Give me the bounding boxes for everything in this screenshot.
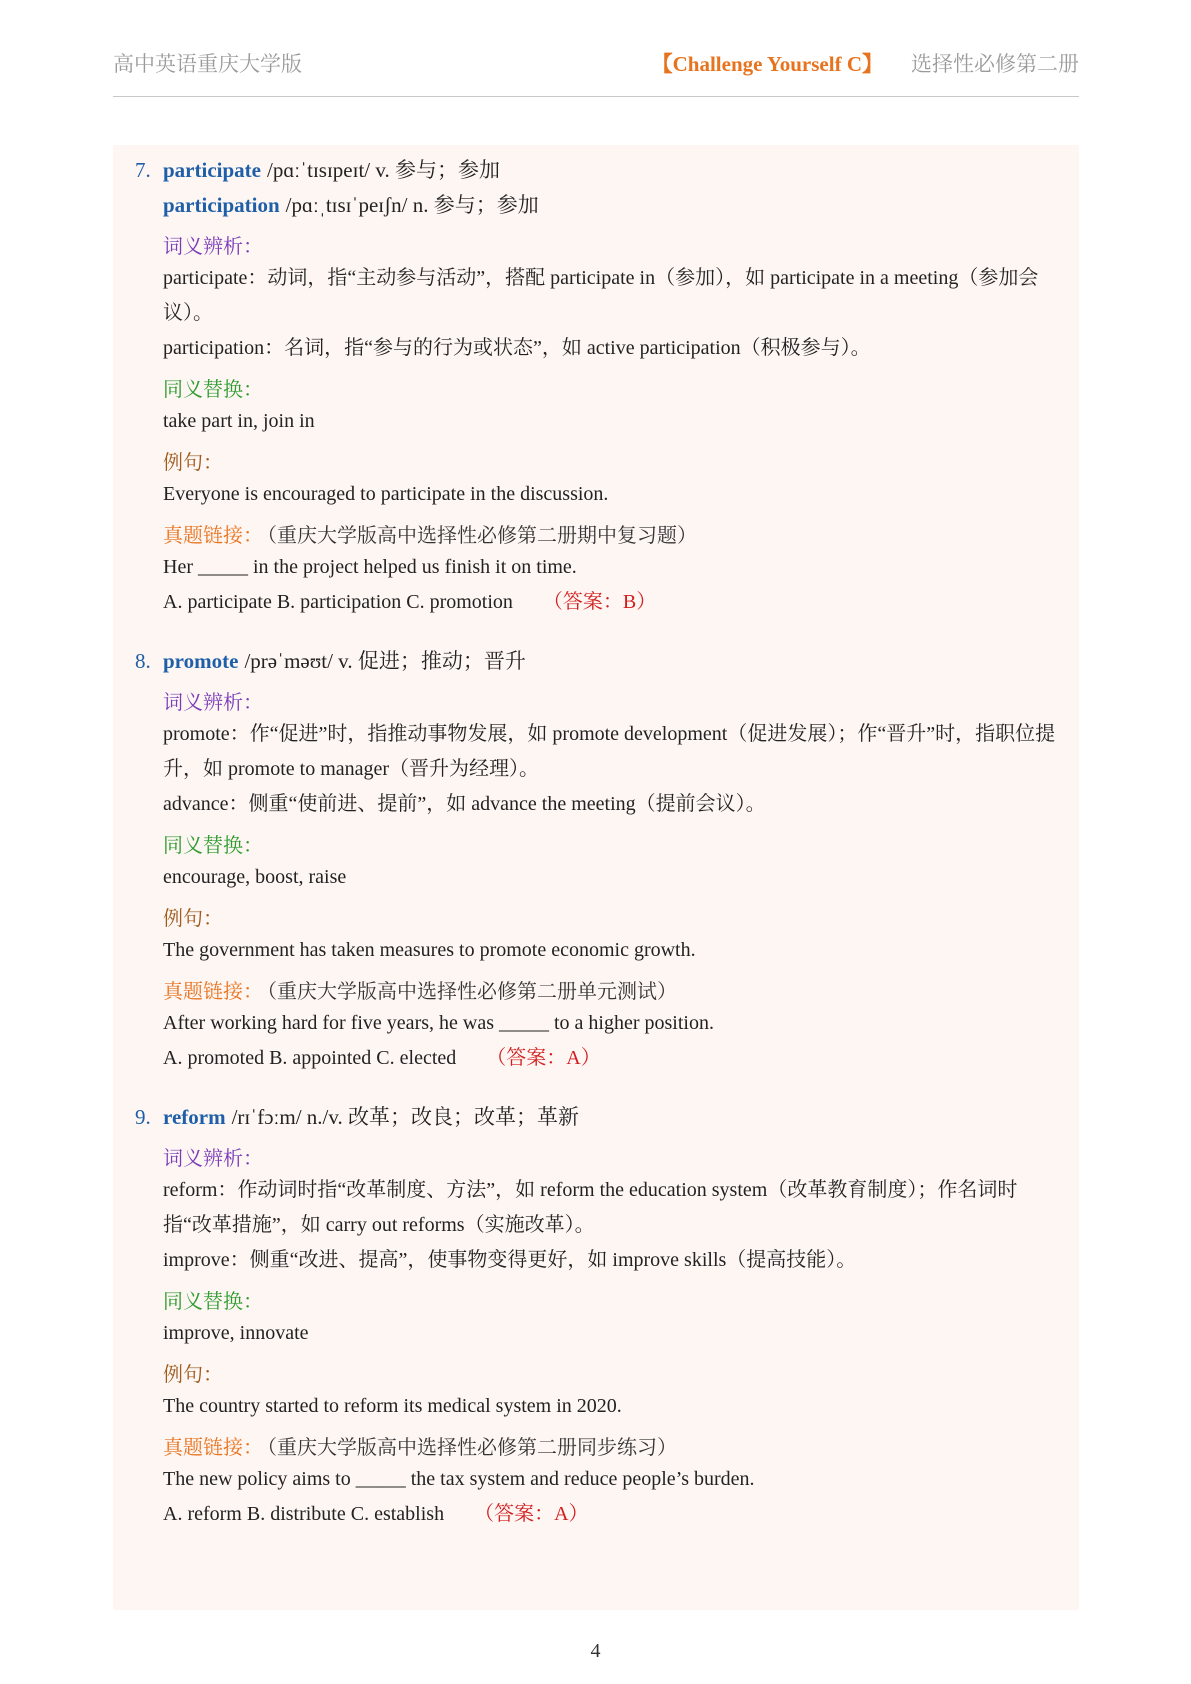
header-right	[652, 48, 1079, 78]
entry-word: promote	[163, 649, 239, 673]
examples-heading: 例句：	[163, 906, 223, 930]
entry-derived-pronunciation: /pɑːˌtɪsɪˈpeɪʃn/ n. 参与；参加	[285, 193, 539, 217]
analysis-text: participation：名词，指“参与的行为或状态”，如 active participation（积极参与）。	[163, 337, 871, 359]
synonyms-heading: 同义替换：	[163, 1289, 263, 1313]
entry-word: participate	[163, 158, 261, 182]
entry-headword-line	[135, 1100, 1063, 1135]
page-number: 4	[590, 1640, 601, 1662]
entry-word: reform	[163, 1105, 226, 1129]
example-sentence: The government has taken measures to promote economic growth.	[163, 939, 696, 961]
exam-link-label: 真题链接：	[163, 1435, 263, 1459]
vocab-entry	[135, 153, 1063, 620]
example-sentence: Everyone is encouraged to participate in the discussion.	[163, 483, 609, 505]
entry-pronunciation: /rɪˈfɔːm/ n./v. 改革；改良；改革；革新	[231, 1105, 580, 1129]
analysis-text: advance：侧重“使前进、提前”，如 advance the meeting（提前会议）。	[163, 793, 766, 815]
exam-link-label: 真题链接：	[163, 979, 263, 1003]
vocab-entry	[135, 644, 1063, 1076]
synonyms-text: take part in, join in	[163, 410, 315, 432]
exam-link-label: 真题链接：	[163, 523, 263, 547]
examples-heading: 例句：	[163, 1362, 223, 1386]
entry-pronunciation: /prəˈməʊt/ v. 促进；推动；晋升	[244, 649, 526, 673]
exam-answer: （答案：B）	[542, 591, 657, 613]
analysis-text: reform：作动词时指“改革制度、方法”，如 reform the education system（改革教育制度）；作名词时指“改革措施”，如 carry out reforms（实施改革）。	[163, 1179, 1018, 1236]
entry-number: 9.	[135, 1105, 151, 1129]
entry-derived-line	[135, 188, 1063, 223]
exam-options-line	[163, 1041, 1063, 1076]
vocab-entry	[135, 1100, 1063, 1532]
exam-options: A. reform B. distribute C. establish	[163, 1503, 445, 1525]
exam-source: （重庆大学版高中选择性必修第二册同步练习）	[267, 1435, 677, 1459]
examples-heading: 例句：	[163, 450, 223, 474]
entry-number: 7.	[135, 158, 151, 182]
exam-answer: （答案：A）	[474, 1503, 589, 1525]
header-book: 选择性必修第二册	[911, 52, 1079, 76]
header-brand: 【Challenge Yourself C】	[651, 52, 883, 76]
exam-link-heading	[163, 1432, 1063, 1462]
exam-link-heading	[163, 520, 1063, 550]
page-header	[113, 40, 1079, 97]
analysis-text: promote：作“促进”时，指推动事物发展，如 promote development（促进发展）；作“晋升”时，指职位提升，如 promote to manager（晋升为经理）。	[163, 723, 1056, 780]
exam-options-line	[163, 585, 1063, 620]
exam-source: （重庆大学版高中选择性必修第二册单元测试）	[267, 979, 677, 1003]
synonyms-heading: 同义替换：	[163, 377, 263, 401]
example-sentence: The country started to reform its medical system in 2020.	[163, 1395, 622, 1417]
synonyms-text: improve, innovate	[163, 1322, 309, 1344]
analysis-text: participate：动词，指“主动参与活动”，搭配 participate in（参加），如 participate in a meeting（参加会议）。	[163, 267, 1039, 324]
exam-options-line	[163, 1497, 1063, 1532]
exam-options: A. promoted B. appointed C. elected	[163, 1047, 457, 1069]
exam-options: A. participate B. participation C. promotion	[163, 591, 513, 613]
analysis-heading: 词义辨析：	[163, 1146, 263, 1170]
entry-number: 8.	[135, 649, 151, 673]
vocabulary-panel	[113, 145, 1079, 1610]
exam-question: Her _____ in the project helped us finish it on time.	[163, 556, 577, 578]
exam-source: （重庆大学版高中选择性必修第二册期中复习题）	[267, 523, 697, 547]
exam-question: The new policy aims to _____ the tax system and reduce people’s burden.	[163, 1468, 755, 1490]
exam-answer: （答案：A）	[486, 1047, 601, 1069]
entry-pronunciation: /pɑːˈtɪsɪpeɪt/ v. 参与；参加	[266, 158, 501, 182]
exam-question: After working hard for five years, he was _____ to a higher position.	[163, 1012, 714, 1034]
analysis-heading: 词义辨析：	[163, 234, 263, 258]
synonyms-heading: 同义替换：	[163, 833, 263, 857]
analysis-heading: 词义辨析：	[163, 690, 263, 714]
exam-link-heading	[163, 976, 1063, 1006]
entry-derived-word: participation	[163, 193, 280, 217]
synonyms-text: encourage, boost, raise	[163, 866, 347, 888]
analysis-text: improve：侧重“改进、提高”，使事物变得更好，如 improve skills（提高技能）。	[163, 1249, 857, 1271]
entry-headword-line	[135, 153, 1063, 188]
entry-headword-line	[135, 644, 1063, 679]
header-subject: 高中英语重庆大学版	[113, 52, 302, 76]
